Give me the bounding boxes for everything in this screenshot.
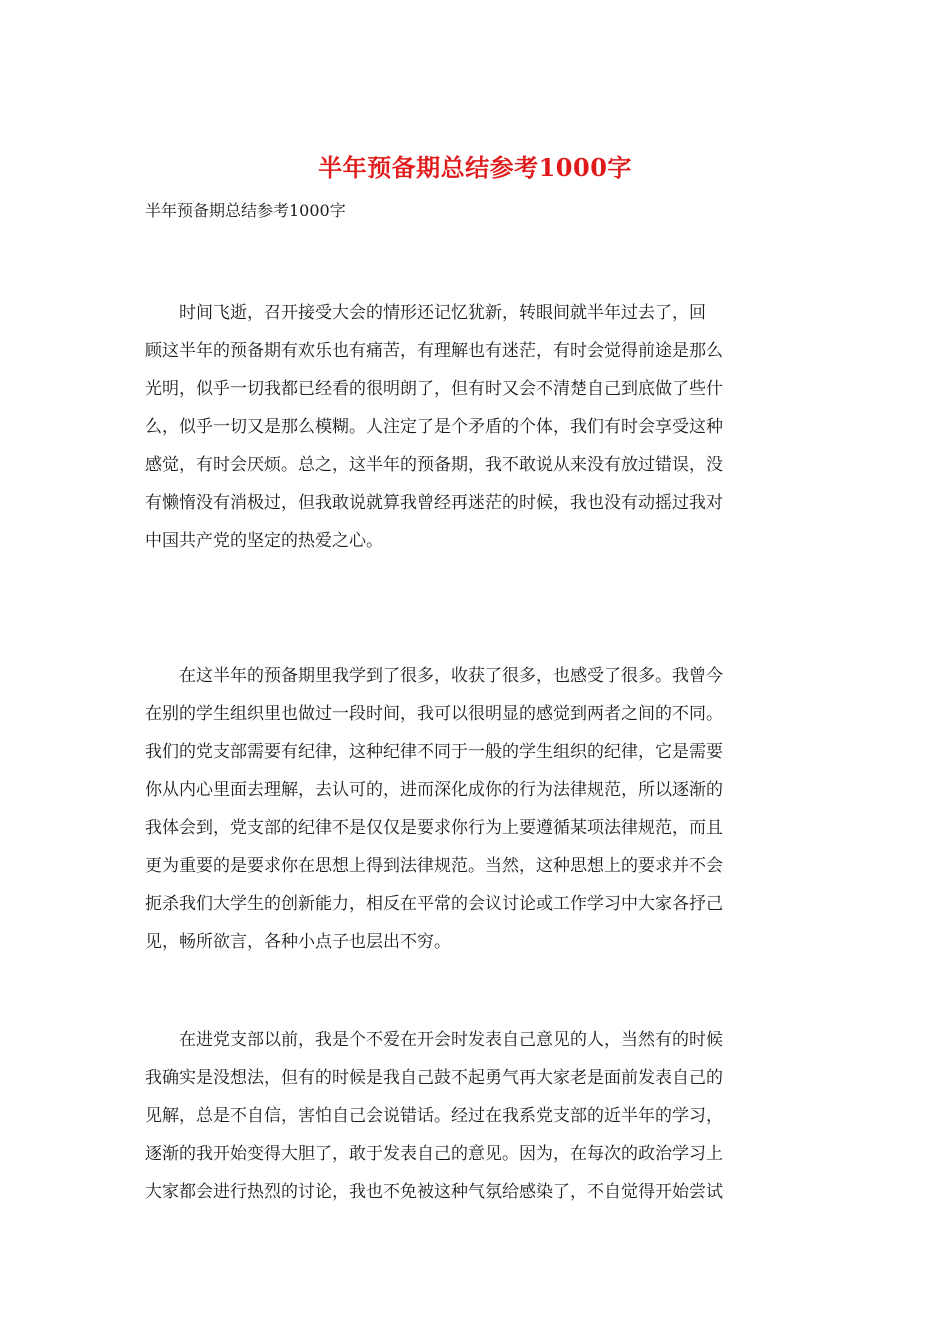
paragraph-line: 见，畅所欲言，各种小点子也层出不穷。 <box>145 932 451 952</box>
paragraph-line: 大家都会进行热烈的讨论，我也不免被这种气氛给感染了，不自觉得开始尝试 <box>145 1182 723 1202</box>
paragraph-line: 在别的学生组织里也做过一段时间，我可以很明显的感觉到两者之间的不同。 <box>145 704 723 724</box>
paragraph-line: 中国共产党的坚定的热爱之心。 <box>145 531 383 551</box>
paragraph-line: 在这半年的预备期里我学到了很多，收获了很多，也感受了很多。我曾今 <box>145 666 723 686</box>
paragraph-line: 我确实是没想法，但有的时候是我自己鼓不起勇气再大家老是面前发表自己的 <box>145 1068 723 1088</box>
paragraph-line: 么，似乎一切又是那么模糊。人注定了是个矛盾的个体，我们有时会享受这种 <box>145 417 723 437</box>
paragraph-line: 在进党支部以前，我是个不爱在开会时发表自己意见的人，当然有的时候 <box>145 1030 723 1050</box>
paragraph-line: 光明，似乎一切我都已经看的很明朗了，但有时又会不清楚自己到底做了些什 <box>145 379 723 399</box>
paragraph-line: 扼杀我们大学生的创新能力，相反在平常的会议讨论或工作学习中大家各抒己 <box>145 894 723 914</box>
paragraph-3 <box>145 1021 805 1211</box>
paragraph-line: 感觉，有时会厌烦。总之，这半年的预备期，我不敢说从来没有放过错误，没 <box>145 455 723 475</box>
paragraph-line: 我体会到，党支部的纪律不是仅仅是要求你行为上要遵循某项法律规范，而且 <box>145 818 723 838</box>
paragraph-line: 见解，总是不自信，害怕自己会说错话。经过在我系党支部的近半年的学习， <box>145 1106 723 1126</box>
paragraph-line: 有懒惰没有消极过，但我敢说就算我曾经再迷茫的时候，我也没有动摇过我对 <box>145 493 723 513</box>
paragraph-line: 逐渐的我开始变得大胆了，敢于发表自己的意见。因为，在每次的政治学习上 <box>145 1144 723 1164</box>
paragraph-line: 你从内心里面去理解，去认可的，进而深化成你的行为法律规范，所以逐渐的 <box>145 780 723 800</box>
paragraph-line: 顾这半年的预备期有欢乐也有痛苦，有理解也有迷茫，有时会觉得前途是那么 <box>145 341 723 361</box>
paragraph-line: 更为重要的是要求你在思想上得到法律规范。当然，这种思想上的要求并不会 <box>145 856 723 876</box>
paragraph-2 <box>145 657 805 961</box>
document-title: 半年预备期总结参考1000字 <box>318 153 632 182</box>
paragraph-1 <box>145 294 805 560</box>
paragraph-line: 时间飞逝，召开接受大会的情形还记忆犹新，转眼间就半年过去了，回 <box>145 303 706 323</box>
paragraph-line: 我们的党支部需要有纪律，这种纪律不同于一般的学生组织的纪律，它是需要 <box>145 742 723 762</box>
document-subtitle: 半年预备期总结参考1000字 <box>145 201 346 220</box>
